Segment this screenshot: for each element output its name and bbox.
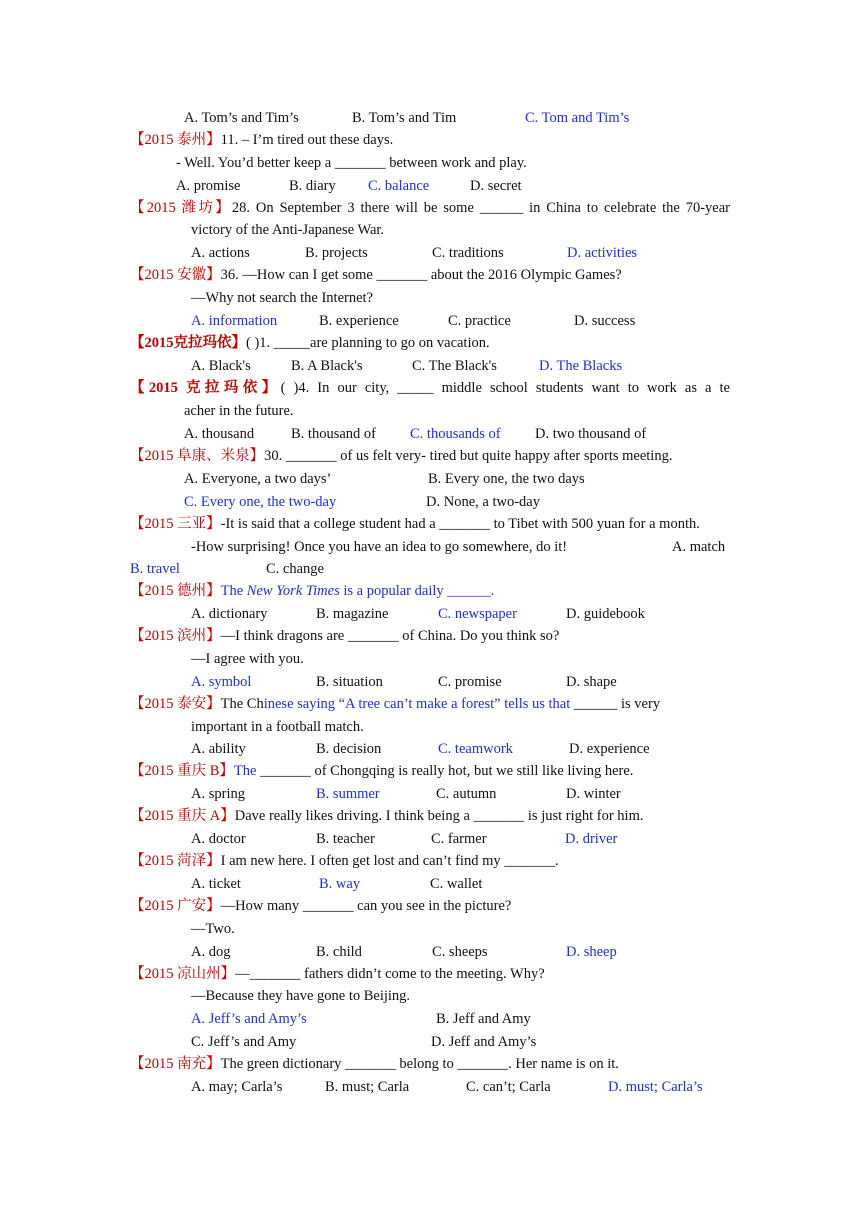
option-a: A. ticket [191, 876, 241, 892]
option-d: D. guidebook [566, 606, 645, 622]
option-c-answer: C. teamwork [438, 741, 513, 757]
option-b-answer: B. travel [130, 561, 180, 577]
question-stem: 【2015 克拉玛依】( )4. In our city, _____ middle school students want to work as a te [130, 380, 730, 396]
option-c: C. farmer [431, 831, 487, 847]
question-stem: 【2015 三亚】-It is said that a college student had a _______ to Tibet with 500 yuan for a month. [130, 516, 700, 532]
question-stem: 【2015 广安】—How many _______ can you see in the picture? [130, 898, 512, 914]
option-c-answer: C. newspaper [438, 606, 517, 622]
question-source: 【2015 广安】 [130, 898, 221, 914]
option-a-answer: A. Jeff’s and Amy’s [191, 1011, 307, 1027]
question-line: acher in the future. [184, 403, 294, 419]
question-source: 【2015 安徽】 [130, 267, 221, 283]
option-a: A. match [672, 539, 726, 555]
option-c: C. can’t; Carla [466, 1079, 551, 1095]
question-source: 【2015 德州】 [130, 583, 221, 599]
option-d: D. experience [569, 741, 650, 757]
option-b: B. teacher [316, 831, 375, 847]
question-stem: 【2015 德州】The New York Times is a popular daily ______. [130, 583, 495, 599]
question-source: 【2015 菏泽】 [130, 853, 221, 869]
question-stem: 【2015 菏泽】I am new here. I often get lost and can’t find my _______. [130, 853, 559, 869]
option-a: A. doctor [191, 831, 246, 847]
question-stem: 【2015 泰安】The Chinese saying “A tree can’t make a forest” tells us that ______ is very [130, 696, 661, 712]
option-a: A. spring [191, 786, 245, 802]
option-d: D. Jeff and Amy’s [431, 1034, 537, 1050]
question-stem: 【2015 南充】The green dictionary _______ belong to _______. Her name is on it. [130, 1056, 619, 1072]
question-line: —Because they have gone to Beijing. [191, 988, 411, 1004]
option-b: B. magazine [316, 606, 389, 622]
option-a: A. thousand [184, 426, 255, 442]
option-b: B. Jeff and Amy [436, 1011, 531, 1027]
option-a: A. may; Carla’s [191, 1079, 283, 1095]
option-c: C. wallet [430, 876, 483, 892]
option-c: C. traditions [432, 245, 504, 261]
option-b: B. Tom’s and Tim [352, 110, 457, 126]
question-line: —Why not search the Internet? [191, 290, 373, 306]
question-stem: 【2015 阜康、米泉】30. _______ of us felt very- tired but quite happy after sports meeting. [130, 448, 673, 464]
option-b: B. diary [289, 178, 336, 194]
question-line: - Well. You’d better keep a _______ between work and play. [176, 155, 527, 171]
option-d-answer: D. driver [565, 831, 618, 847]
question-line: important in a football match. [191, 719, 364, 735]
option-d: D. shape [566, 674, 617, 690]
question-stem: 【2015 安徽】36. —How can I get some _______ about the 2016 Olympic Games? [130, 267, 622, 283]
option-d-answer: D. The Blacks [539, 358, 623, 374]
option-c-answer: C. balance [368, 178, 430, 194]
question-source: 【2015 阜康、米泉】 [130, 448, 265, 464]
question-stem: 【2015 重庆 A】Dave really likes driving. I think being a _______ is just right for him. [130, 808, 644, 824]
question-stem: 【2015 潍坊】28. On September 3 there will be some ______ in China to celebrate the 70-year [130, 200, 730, 216]
option-b: B. situation [316, 674, 383, 690]
option-b: B. child [316, 944, 362, 960]
option-a: A. ability [191, 741, 246, 757]
option-b: B. must; Carla [325, 1079, 410, 1095]
question-source: 【2015 南充】 [130, 1056, 221, 1072]
question-line: -How surprising! Once you have an idea to go somewhere, do it! [191, 539, 568, 555]
question-source: 【2015 克拉玛依】 [130, 380, 281, 396]
option-a: A. promise [176, 178, 241, 194]
option-b: B. decision [316, 741, 382, 757]
question-stem: 【2015 泰州】11. – I’m tired out these days. [130, 132, 394, 148]
option-b-answer: B. summer [316, 786, 380, 802]
option-d: D. winter [566, 786, 621, 802]
option-c: C. change [266, 561, 324, 577]
option-a: A. dog [191, 944, 231, 960]
option-c: C. The Black's [412, 358, 497, 374]
option-b: B. thousand of [291, 426, 376, 442]
option-c: C. Jeff’s and Amy [191, 1034, 297, 1050]
option-d-answer: D. sheep [566, 944, 617, 960]
question-source: 【2015 泰州】 [130, 132, 221, 148]
option-d: D. secret [470, 178, 522, 194]
question-source: 【2015 三亚】 [130, 516, 221, 532]
option-a-answer: A. symbol [191, 674, 252, 690]
question-source: 【2015 重庆 B】 [130, 763, 234, 779]
option-c: C. promise [438, 674, 502, 690]
option-c: C. practice [448, 313, 511, 329]
question-source: 【2015 滨州】 [130, 628, 221, 644]
option-c: C. sheeps [432, 944, 488, 960]
option-d-answer: D. activities [567, 245, 638, 261]
question-source: 【2015 泰安】 [130, 696, 221, 712]
question-stem: 【2015 重庆 B】The _______ of Chongqing is really hot, but we still like living here. [130, 763, 634, 779]
option-b: B. A Black's [291, 358, 363, 374]
option-a: A. dictionary [191, 606, 268, 622]
question-source: 【2015 潍坊】 [130, 200, 232, 216]
question-source: 【2015 重庆 A】 [130, 808, 235, 824]
option-a: A. Tom’s and Tim’s [184, 110, 299, 126]
option-a: A. Everyone, a two days’ [184, 471, 332, 487]
question-line: —I agree with you. [191, 651, 304, 667]
option-a-answer: A. information [191, 313, 278, 329]
option-b: B. projects [305, 245, 368, 261]
question-stem: 【2015 滨州】—I think dragons are _______ of China. Do you think so? [130, 628, 560, 644]
question-source: 【2015克拉玛依】 [130, 335, 246, 351]
question-line: —Two. [191, 921, 235, 937]
option-a: A. actions [191, 245, 250, 261]
option-b-answer: B. way [319, 876, 361, 892]
option-c-answer: C. Every one, the two-day [184, 494, 337, 510]
question-stem: 【2015克拉玛依】( )1. _____are planning to go on vacation. [130, 335, 490, 351]
option-b: B. Every one, the two days [428, 471, 585, 487]
question-stem: 【2015 凉山州】—_______ fathers didn’t come to the meeting. Why? [130, 966, 545, 982]
option-d: D. success [574, 313, 636, 329]
option-a: A. Black's [191, 358, 251, 374]
option-c-answer: C. thousands of [410, 426, 501, 442]
question-source: 【2015 凉山州】 [130, 966, 236, 982]
option-d: D. two thousand of [535, 426, 647, 442]
option-d-answer: D. must; Carla’s [608, 1079, 703, 1095]
option-d: D. None, a two-day [426, 494, 540, 510]
option-b: B. experience [319, 313, 399, 329]
question-line: victory of the Anti-Japanese War. [191, 222, 385, 238]
option-c: C. autumn [436, 786, 497, 802]
option-c-answer: C. Tom and Tim’s [525, 110, 630, 126]
